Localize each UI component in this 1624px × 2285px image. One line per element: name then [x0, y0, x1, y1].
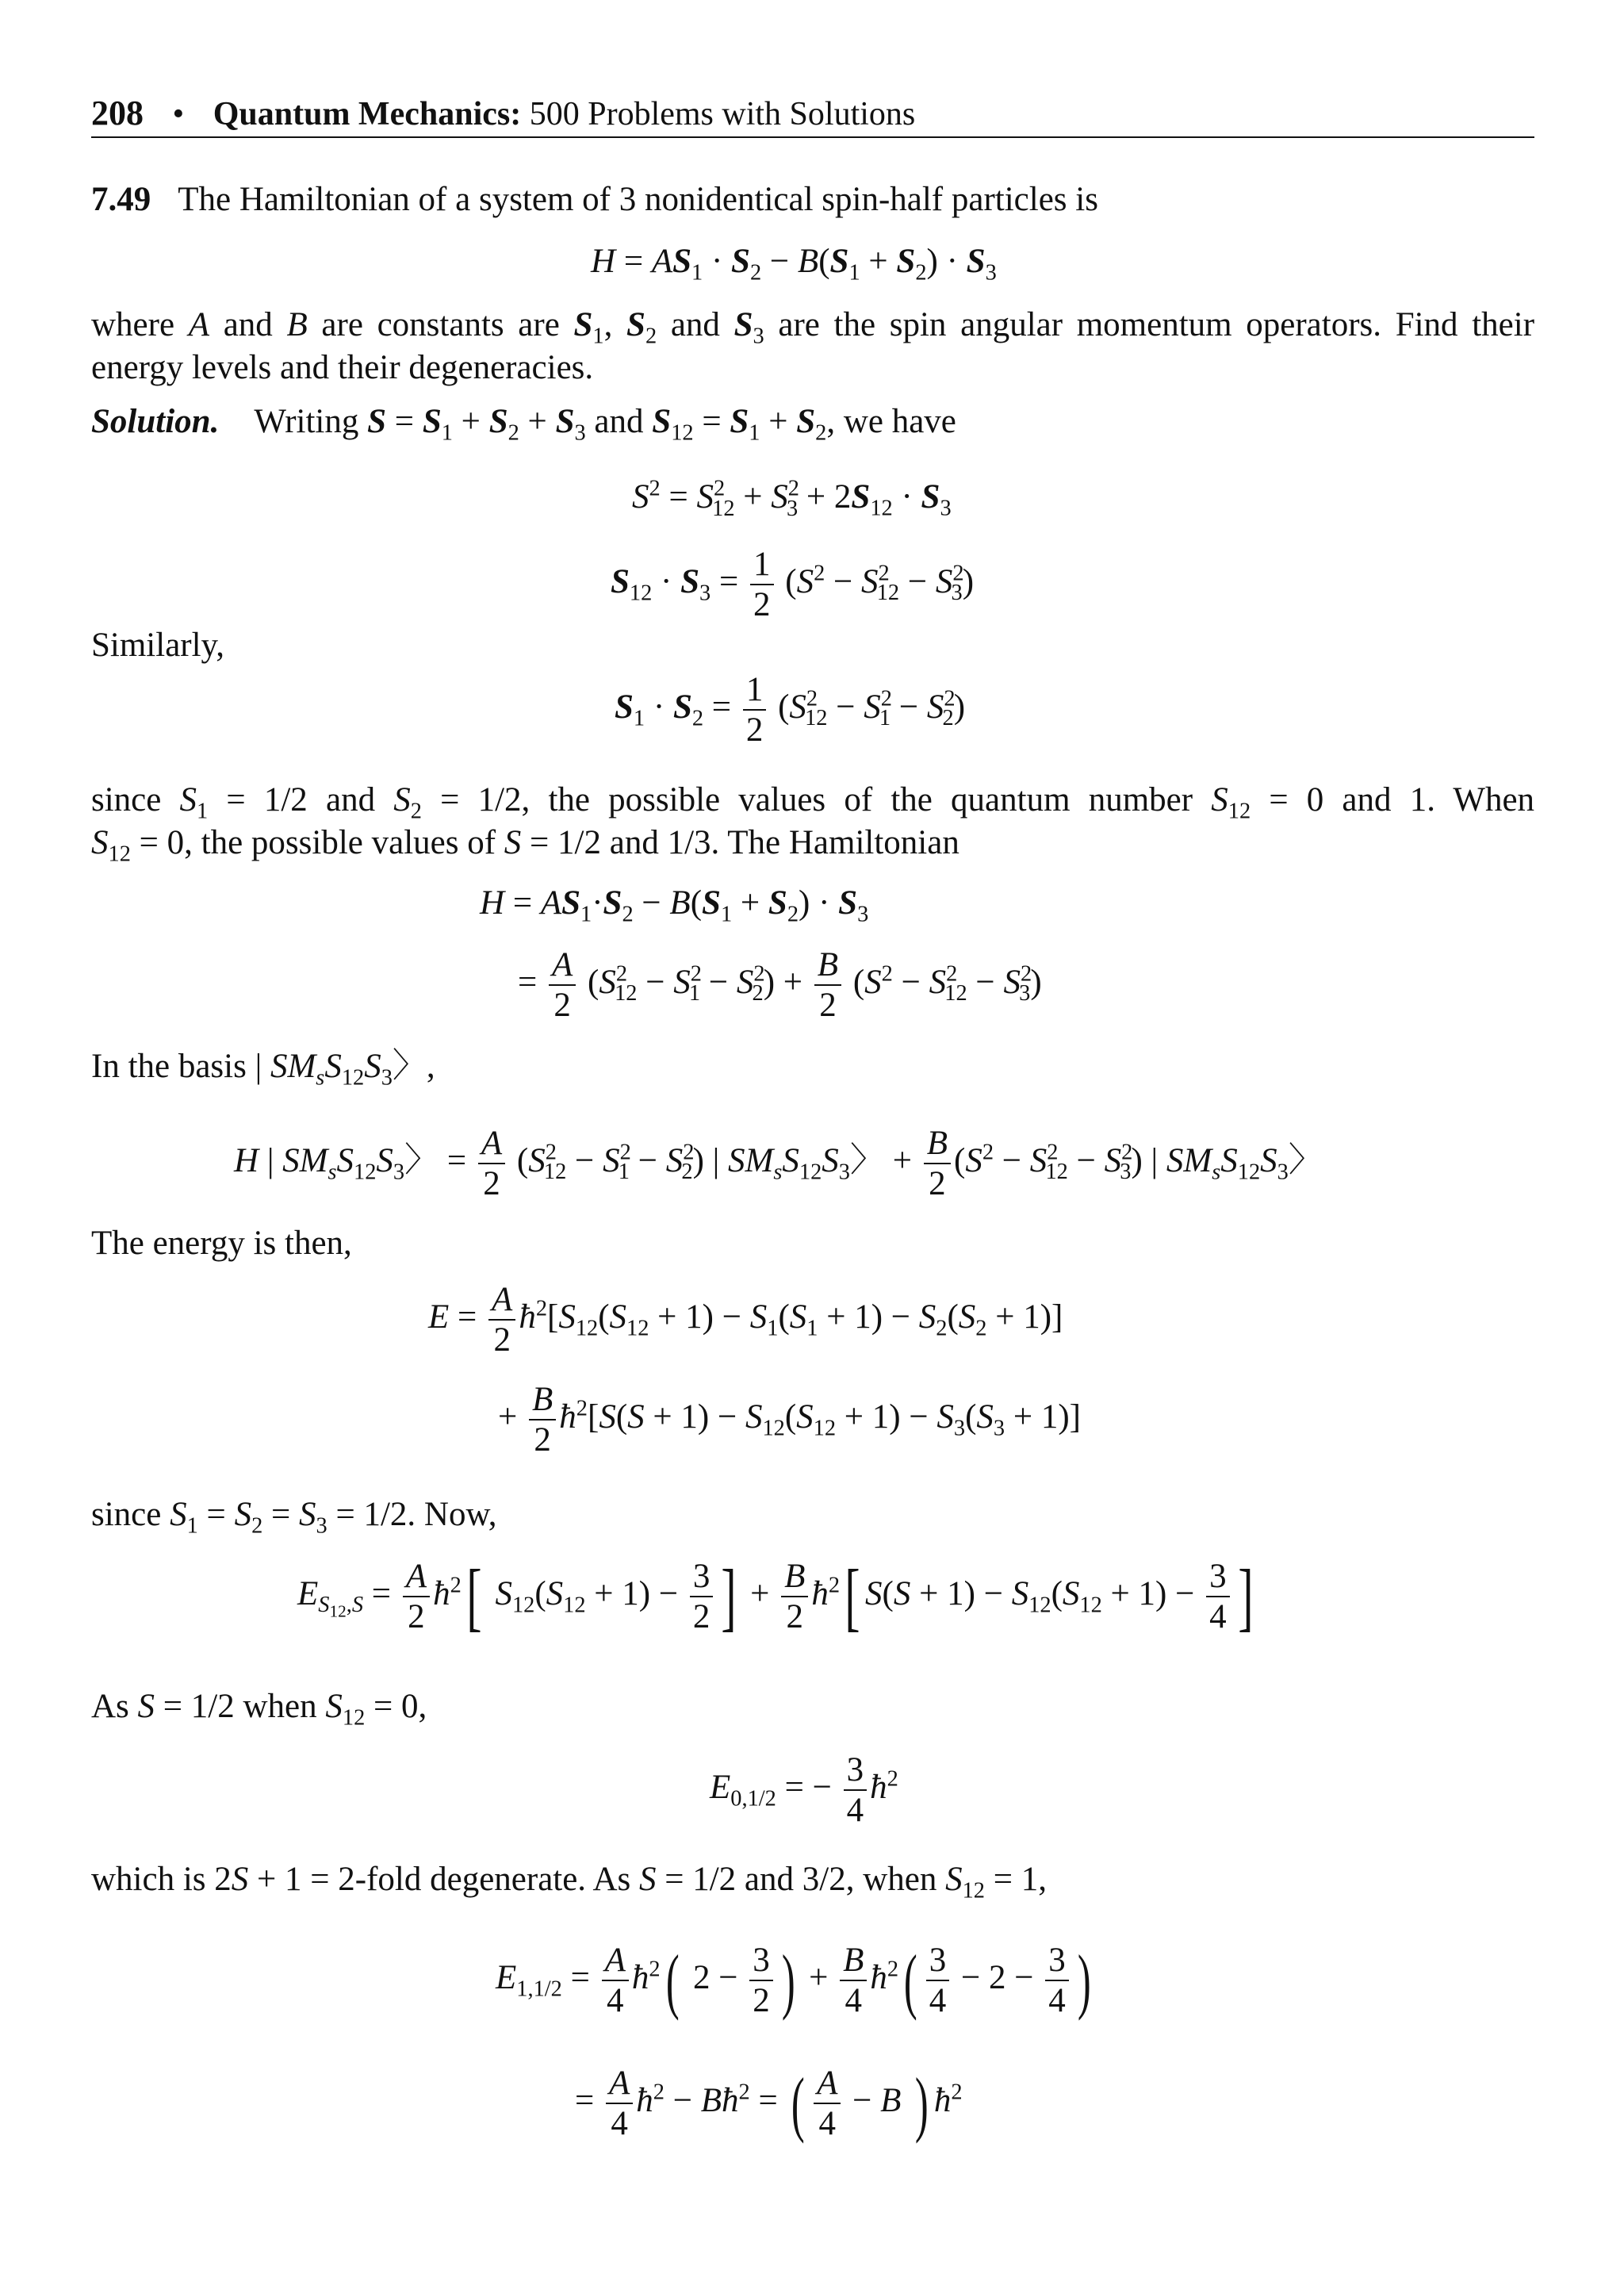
equation-hamiltonian: $H = AS_1 \cdot S_2 - B(S_1 + S_2) \cdot S_3$: [591, 243, 997, 286]
basis-text: In the basis | $SM_sS_{12}S_3$〉,: [91, 1048, 435, 1091]
equation-s-squared: $S^2 = S^2_{12} + S^2_3 + 2S_{12} \cdot S_3$: [632, 476, 952, 521]
equation-e-1-half-result: = $\frac{A}{4}$ $ħ^2$ − $Bħ^2$ = ( $\frac{A}{4}$ − B ) $ħ^2$: [575, 2063, 963, 2144]
problem-where-line2: energy levels and their degeneracies.: [91, 349, 594, 386]
equation-e-1-half: $E_{1,1/2}$ = $\frac{A}{4}$ $ħ^2$( 2 − $\frac{3}{2}$ ) + $\frac{B}{4}$ $ħ^2$( $\frac{3}{4}$ − 2 − $\frac{3}{4}$ ): [496, 1940, 1091, 2021]
solution-intro: Solution. Writing $S = S_1 + S_2 + S_3$ and $S_{12} = S_1 + S_2$, we have: [91, 403, 956, 446]
equation-e-s12-s: $E_{S_{12},S}$ = $\frac{A}{2}$ $ħ^2$[ $S_{12}(S_{12} + 1)$ − $\frac{3}{2}$ ] + $\frac{B}{2}$ $ħ^2$[ $S(S + 1) - S_{12}(S_{12} + 1)$ − $\frac{3}{4}$ ]: [297, 1554, 1254, 1639]
equation-hamiltonian-repeat: $H = AS_1\cdot S_2 - B(S_1 + S_2) \cdot S_3$: [480, 884, 869, 927]
since-paragraph-line1: since $S_1 = 1/2$ and $S_2 = 1/2$, the possible values of the quantum number $S_{12} = 0$ and 1. When: [91, 781, 1535, 824]
equation-energy-line2: + $\frac{B}{2}$ $ħ^2[S(S + 1) - S_{12}(S_{12} + 1) - S_3(S_3 + 1)]$: [498, 1381, 1081, 1459]
as-s-half-text: As S = 1/2 when $S_{12} = 0$,: [91, 1688, 427, 1731]
problem-number: 7.49: [91, 181, 151, 218]
equation-s12-dot-s3: $S_{12} \cdot S_3$ = $\frac{1}{2}$ $(S^2 - S^2_{12} - S^2_3)$: [611, 546, 975, 623]
book-title: Quantum Mechanics:: [213, 96, 522, 132]
solution-label: Solution.: [91, 403, 220, 440]
equation-energy-line1: E = $\frac{A}{2}$ $ħ^2[S_{12}(S_{12} + 1) - S_1(S_1 + 1) - S_2(S_2 + 1)]$: [428, 1281, 1063, 1359]
equation-s1-dot-s2: $S_1 \cdot S_2$ = $\frac{1}{2}$ $(S^2_{12} - S^2_1 - S^2_2)$: [615, 671, 966, 749]
book-subtitle: 500 Problems with Solutions: [521, 96, 916, 132]
degenerate-text: which is 2S + 1 = 2-fold degenerate. As S = 1/2 and 3/2, when $S_{12} = 1$,: [91, 1861, 1047, 1904]
since-paragraph-line2: $S_{12} = 0$, the possible values of S = 1/2 and 1/3. The Hamiltonian: [91, 824, 959, 867]
since-equal-text: since $S_1 = S_2 = S_3 = 1/2$. Now,: [91, 1496, 497, 1539]
running-header: [91, 92, 915, 136]
energy-is-text: The energy is then,: [91, 1225, 352, 1262]
problem-intro-text: The Hamiltonian of a system of 3 nonidentical spin-half particles is: [178, 181, 1098, 218]
page-number: 208: [91, 94, 144, 132]
equation-e-0-half: $E_{0,1/2}$ = − $\frac{3}{4}$ $ħ^2$: [710, 1751, 898, 1829]
equation-h-on-basis: H | $SM_sS_{12}S_3$〉 = $\frac{A}{2}$ $(S^2_{12} - S^2_1 - S^2_2)$ | $SM_sS_{12}S_3$〉 + $\frac{B}{2}$ $(S^2 - S^2_{12} - S^2_3)$ | $SM_sS_{12}S_3$〉: [234, 1125, 1323, 1202]
problem-where-line1: where A and B are constants are $S_1$, $S_2$ and $S_3$ are the spin angular momentum operators. Find their: [91, 306, 1535, 349]
equation-hamiltonian-expanded: = $\frac{A}{2}$ $(S^2_{12} - S^2_1 - S^2_2)$ + $\frac{B}{2}$ $(S^2 - S^2_{12} - S^2_3)$: [518, 946, 1042, 1024]
similarly-label: Similarly,: [91, 627, 225, 664]
header-bullet: •: [172, 96, 185, 132]
header-rule: [91, 136, 1534, 138]
problem-intro: [91, 178, 1098, 221]
